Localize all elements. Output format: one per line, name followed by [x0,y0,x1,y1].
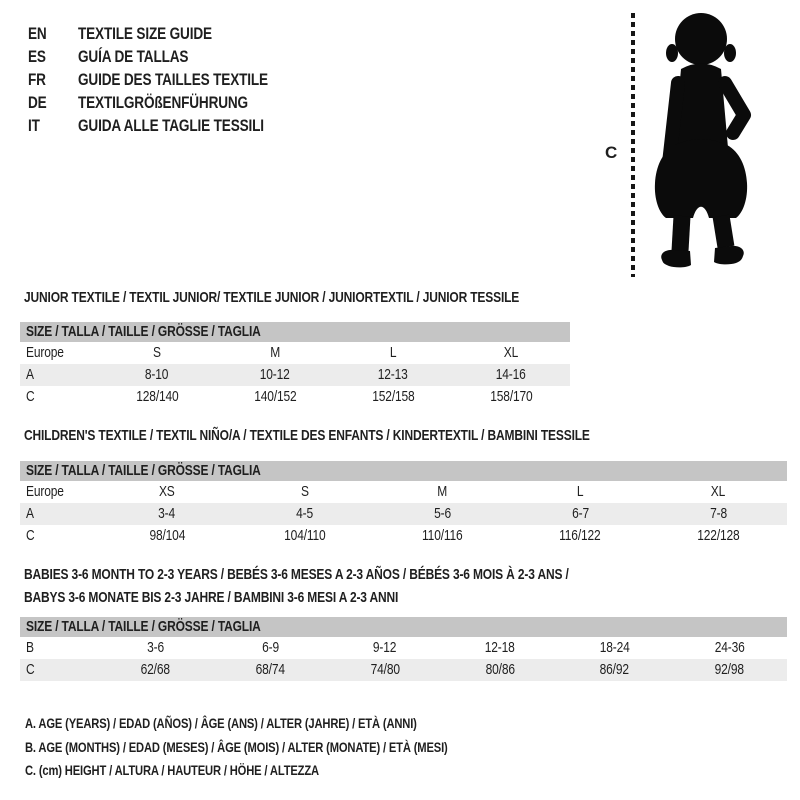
table-row-height [20,659,787,681]
row-label: C [26,527,35,544]
table-row-europe [20,481,787,503]
size-cell: XS [159,483,175,500]
size-cell: L [389,344,397,361]
value-cell: 6-7 [571,505,589,522]
size-header-bar: SIZE / TALLA / TAILLE / GRÖSSE / TAGLIA [20,461,787,481]
size-cell: S [153,344,161,361]
babies-table-title-line2: BABYS 3-6 MONATE BIS 2-3 JAHRE / BAMBINI 3-6 MESI A 2-3 ANNI [24,589,399,606]
value-cell: 104/110 [284,527,326,544]
language-code: FR [28,70,46,89]
table-row-height [20,386,570,408]
table-row-europe [20,342,570,364]
value-cell: 7-8 [709,505,727,522]
value-cell: 6-9 [261,639,279,656]
footnote-a: A. AGE (YEARS) / EDAD (AÑOS) / ÂGE (ANS) / ALTER (JAHRE) / ETÀ (ANNI) [25,715,417,731]
value-cell: 140/152 [253,388,297,405]
footnote-c: C. (cm) HEIGHT / ALTURA / HAUTEUR / HÖHE / ALTEZZA [25,762,319,778]
junior-table-title: JUNIOR TEXTILE / TEXTIL JUNIOR/ TEXTILE JUNIOR / JUNIORTEXTIL / JUNIOR TESSILE [24,289,520,306]
guide-title: GUIDE DES TAILLES TEXTILE [78,70,268,89]
height-label-c: C [605,143,618,162]
value-cell: 3-4 [158,505,176,522]
table-row-age [20,364,570,386]
row-label: A [26,505,34,522]
value-cell: 24-36 [714,639,745,656]
size-cell: M [270,344,280,361]
row-label: B [26,639,34,656]
value-cell: 98/104 [149,527,185,544]
value-cell: 5-6 [434,505,451,522]
language-row-de [28,91,315,114]
language-row-en [28,22,315,45]
value-cell: 10-12 [260,366,290,383]
row-label: C [26,661,35,678]
language-row-it [28,114,315,137]
guide-title: GUÍA DE TALLAS [78,47,189,66]
toddler-silhouette-icon [645,11,757,269]
table-row-height [20,525,787,547]
value-cell: 122/128 [696,527,740,544]
row-label: Europe [26,483,64,500]
language-row-es [28,45,315,68]
table-row-age [20,503,787,525]
value-cell: 14-16 [496,366,526,383]
value-cell: 92/98 [714,661,745,678]
value-cell: 86/92 [600,661,630,678]
value-cell: 128/140 [135,388,179,405]
value-cell: 18-24 [599,639,630,656]
height-measure-dashed-line [631,13,635,277]
value-cell: 4-5 [296,505,314,522]
value-cell: 12-18 [484,639,515,656]
row-label: Europe [26,344,64,361]
size-cell: S [300,483,309,500]
language-code: DE [28,93,47,112]
value-cell: 3-6 [146,639,164,656]
language-guide-list [28,22,315,137]
language-code: EN [28,24,47,43]
value-cell: 68/74 [255,661,285,678]
row-label: C [26,388,35,405]
babies-size-table [20,617,787,681]
value-cell: 8-10 [145,366,169,383]
size-cell: XL [503,344,519,361]
children-table-title: CHILDREN'S TEXTILE / TEXTIL NIÑO/A / TEXTILE DES ENFANTS / KINDERTEXTIL / BAMBINI TESSILE [24,427,590,444]
size-cell: L [577,483,584,500]
table-row-age-months [20,637,787,659]
value-cell: 74/80 [370,661,400,678]
footnote-b: B. AGE (MONTHS) / EDAD (MESES) / ÂGE (MOIS) / ALTER (MONATE) / ETÀ (MESI) [25,739,448,755]
value-cell: 80/86 [485,661,515,678]
guide-title: TEXTILGRÖßENFÜHRUNG [78,93,248,112]
guide-title: TEXTILE SIZE GUIDE [78,24,212,43]
babies-table-title-line1: BABIES 3-6 MONTH TO 2-3 YEARS / BEBÉS 3-6 MESES A 2-3 AÑOS / BÉBÉS 3-6 MOIS À 2-3 ANS / [24,566,569,583]
value-cell: 62/68 [140,661,171,678]
language-code: ES [28,47,46,66]
value-cell: 12-13 [378,366,408,383]
row-label: A [26,366,34,383]
size-cell: XL [710,483,726,500]
value-cell: 116/122 [559,527,601,544]
language-code: IT [28,116,40,135]
value-cell: 158/170 [489,388,533,405]
value-cell: 152/158 [371,388,415,405]
guide-title: GUIDA ALLE TAGLIE TESSILI [78,116,264,135]
language-row-fr [28,68,315,91]
size-cell: M [437,483,448,500]
value-cell: 9-12 [373,639,397,656]
children-size-table [20,461,787,547]
junior-size-table [20,322,570,408]
size-header-bar: SIZE / TALLA / TAILLE / GRÖSSE / TAGLIA [20,617,787,637]
value-cell: 110/116 [422,527,463,544]
size-header-bar: SIZE / TALLA / TAILLE / GRÖSSE / TAGLIA [20,322,570,342]
